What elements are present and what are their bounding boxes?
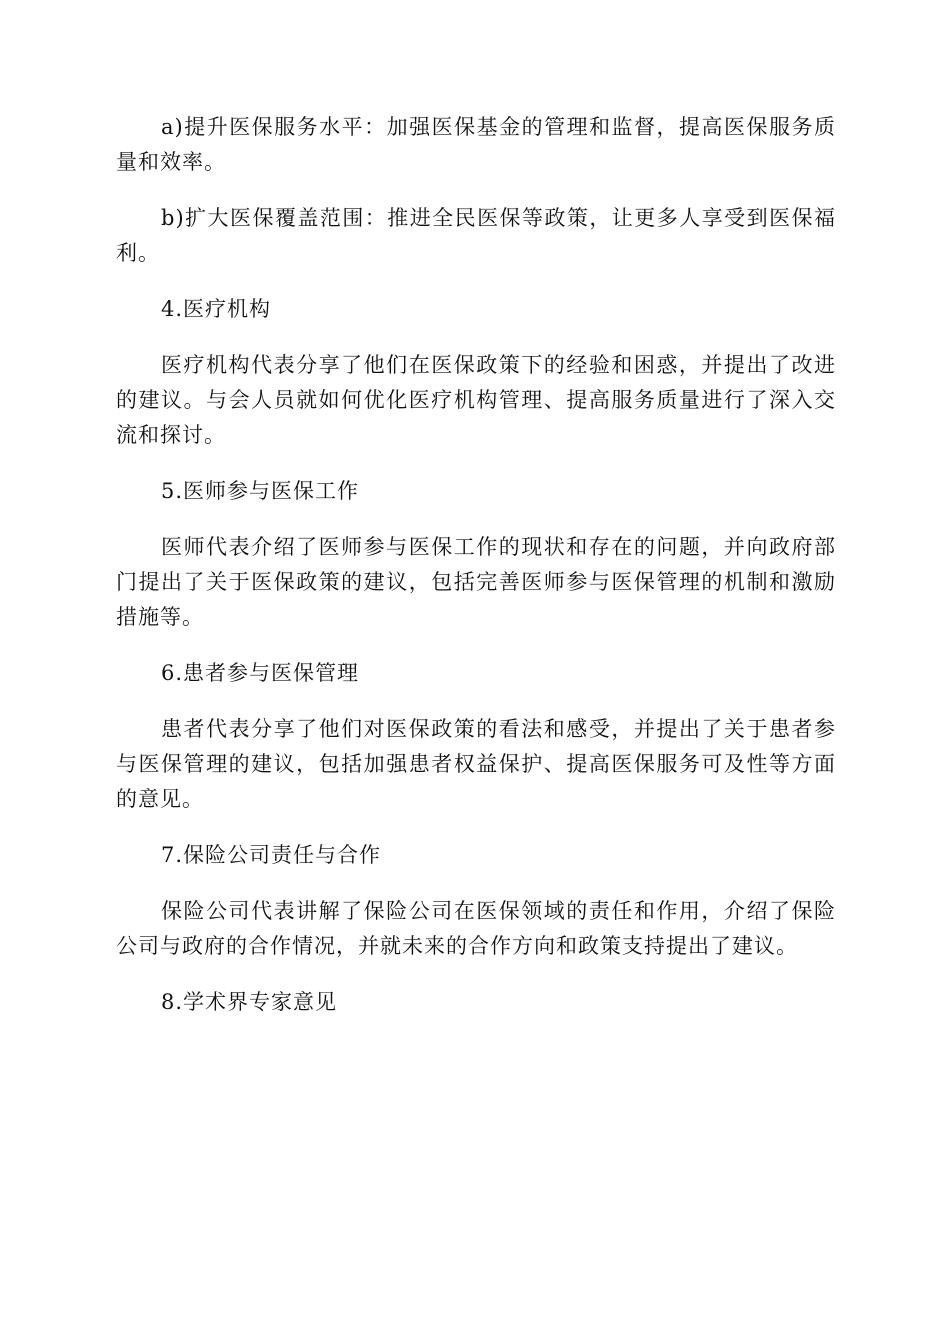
section-4-paragraph: 医疗机构代表分享了他们在医保政策下的经验和困惑，并提出了改进的建议。与会人员就如何优化医疗机构管理、提高服务质量进行了深入交流和探讨。 [116, 353, 836, 447]
paragraph-a: a)提升医保服务水平：加强医保基金的管理和监督，提高医保服务质量和效率。 [116, 115, 836, 174]
section-heading-5: 5.医师参与医保工作 [161, 479, 360, 503]
section-heading-8: 8.学术界专家意见 [161, 990, 338, 1014]
section-heading-7: 7.保险公司责任与合作 [161, 843, 382, 867]
section-heading-6: 6.患者参与医保管理 [161, 661, 360, 685]
section-6-paragraph: 患者代表分享了他们对医保政策的看法和感受，并提出了关于患者参与医保管理的建议，包括加强患者权益保护、提高医保服务可及性等方面的意见。 [116, 717, 836, 811]
document-body [116, 110, 836, 1041]
section-5-paragraph: 医师代表介绍了医师参与医保工作的现状和存在的问题，并向政府部门提出了关于医保政策的建议，包括完善医师参与医保管理的机制和激励措施等。 [116, 535, 836, 629]
section-7-paragraph: 保险公司代表讲解了保险公司在医保领域的责任和作用，介绍了保险公司与政府的合作情况，并就未来的合作方向和政策支持提出了建议。 [116, 899, 836, 958]
section-heading-4: 4.医疗机构 [161, 297, 272, 321]
paragraph-b: b)扩大医保覆盖范围：推进全民医保等政策，让更多人享受到医保福利。 [116, 206, 836, 265]
